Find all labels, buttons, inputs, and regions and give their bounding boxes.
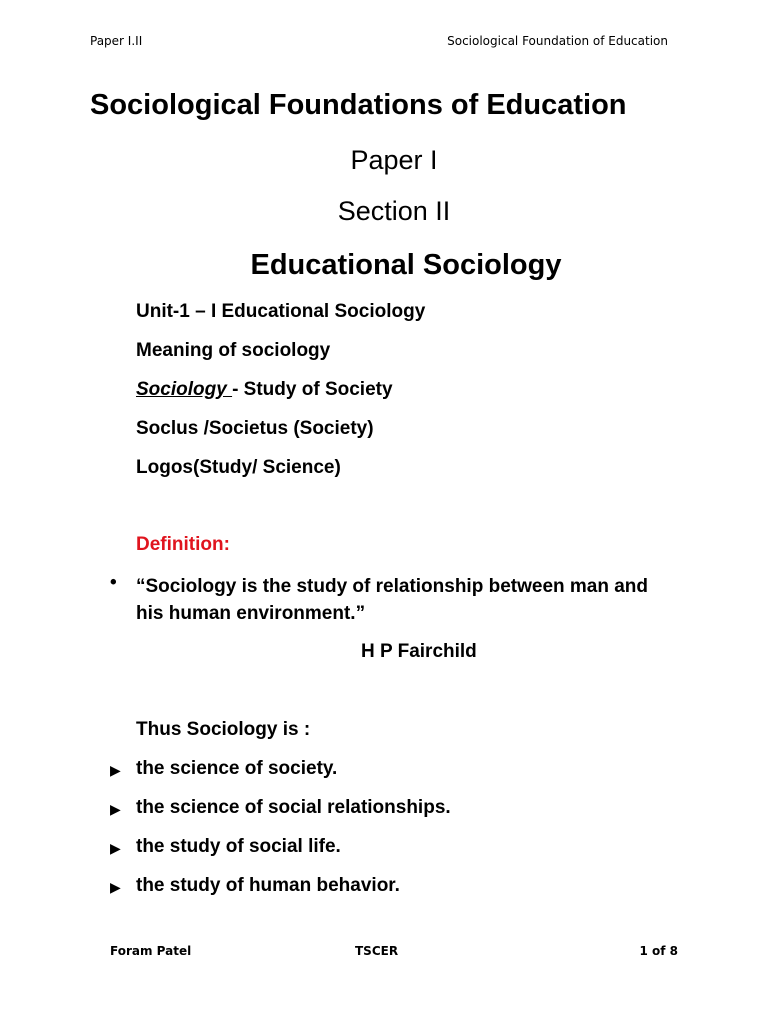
page-number: 1 of 8 [639, 944, 678, 958]
meaning-line: Meaning of sociology [136, 340, 331, 361]
socius-line: Soclus /Societus (Society) [136, 418, 374, 439]
logos-line: Logos(Study/ Science) [136, 457, 341, 478]
sociology-term: Sociology [136, 379, 233, 400]
bullet-dot-icon: • [110, 572, 117, 593]
definition-label: Definition: [136, 534, 230, 555]
triangle-right-icon: ▶ [110, 879, 121, 895]
unit-line: Unit-1 – I Educational Sociology [136, 301, 426, 322]
thus-line: Thus Sociology is : [136, 719, 311, 740]
header-right: Sociological Foundation of Education [447, 34, 668, 48]
sociology-meaning: - Study of Society [232, 379, 393, 400]
list-item: the science of society. [136, 758, 338, 779]
section-title: Educational Sociology [250, 249, 562, 281]
quote-line-1: “Sociology is the study of relationship between man and [136, 576, 649, 597]
footer-author: Foram Patel [110, 944, 192, 958]
quote-author: H P Fairchild [361, 641, 477, 662]
triangle-right-icon: ▶ [110, 801, 121, 817]
list-item: the study of human behavior. [136, 875, 400, 896]
header-left: Paper I.II [90, 34, 143, 48]
list-item: the study of social life. [136, 836, 341, 857]
definition-quote [136, 573, 648, 627]
list-item: the science of social relationships. [136, 797, 451, 818]
footer-institute: TSCER [355, 944, 399, 958]
quote-line-2: his human environment.” [136, 603, 366, 624]
sociology-line [136, 379, 393, 401]
paper-label: Paper I [350, 145, 438, 175]
triangle-right-icon: ▶ [110, 762, 121, 778]
document-title: Sociological Foundations of Education [90, 89, 627, 121]
section-label: Section II [337, 196, 451, 226]
triangle-right-icon: ▶ [110, 840, 121, 856]
